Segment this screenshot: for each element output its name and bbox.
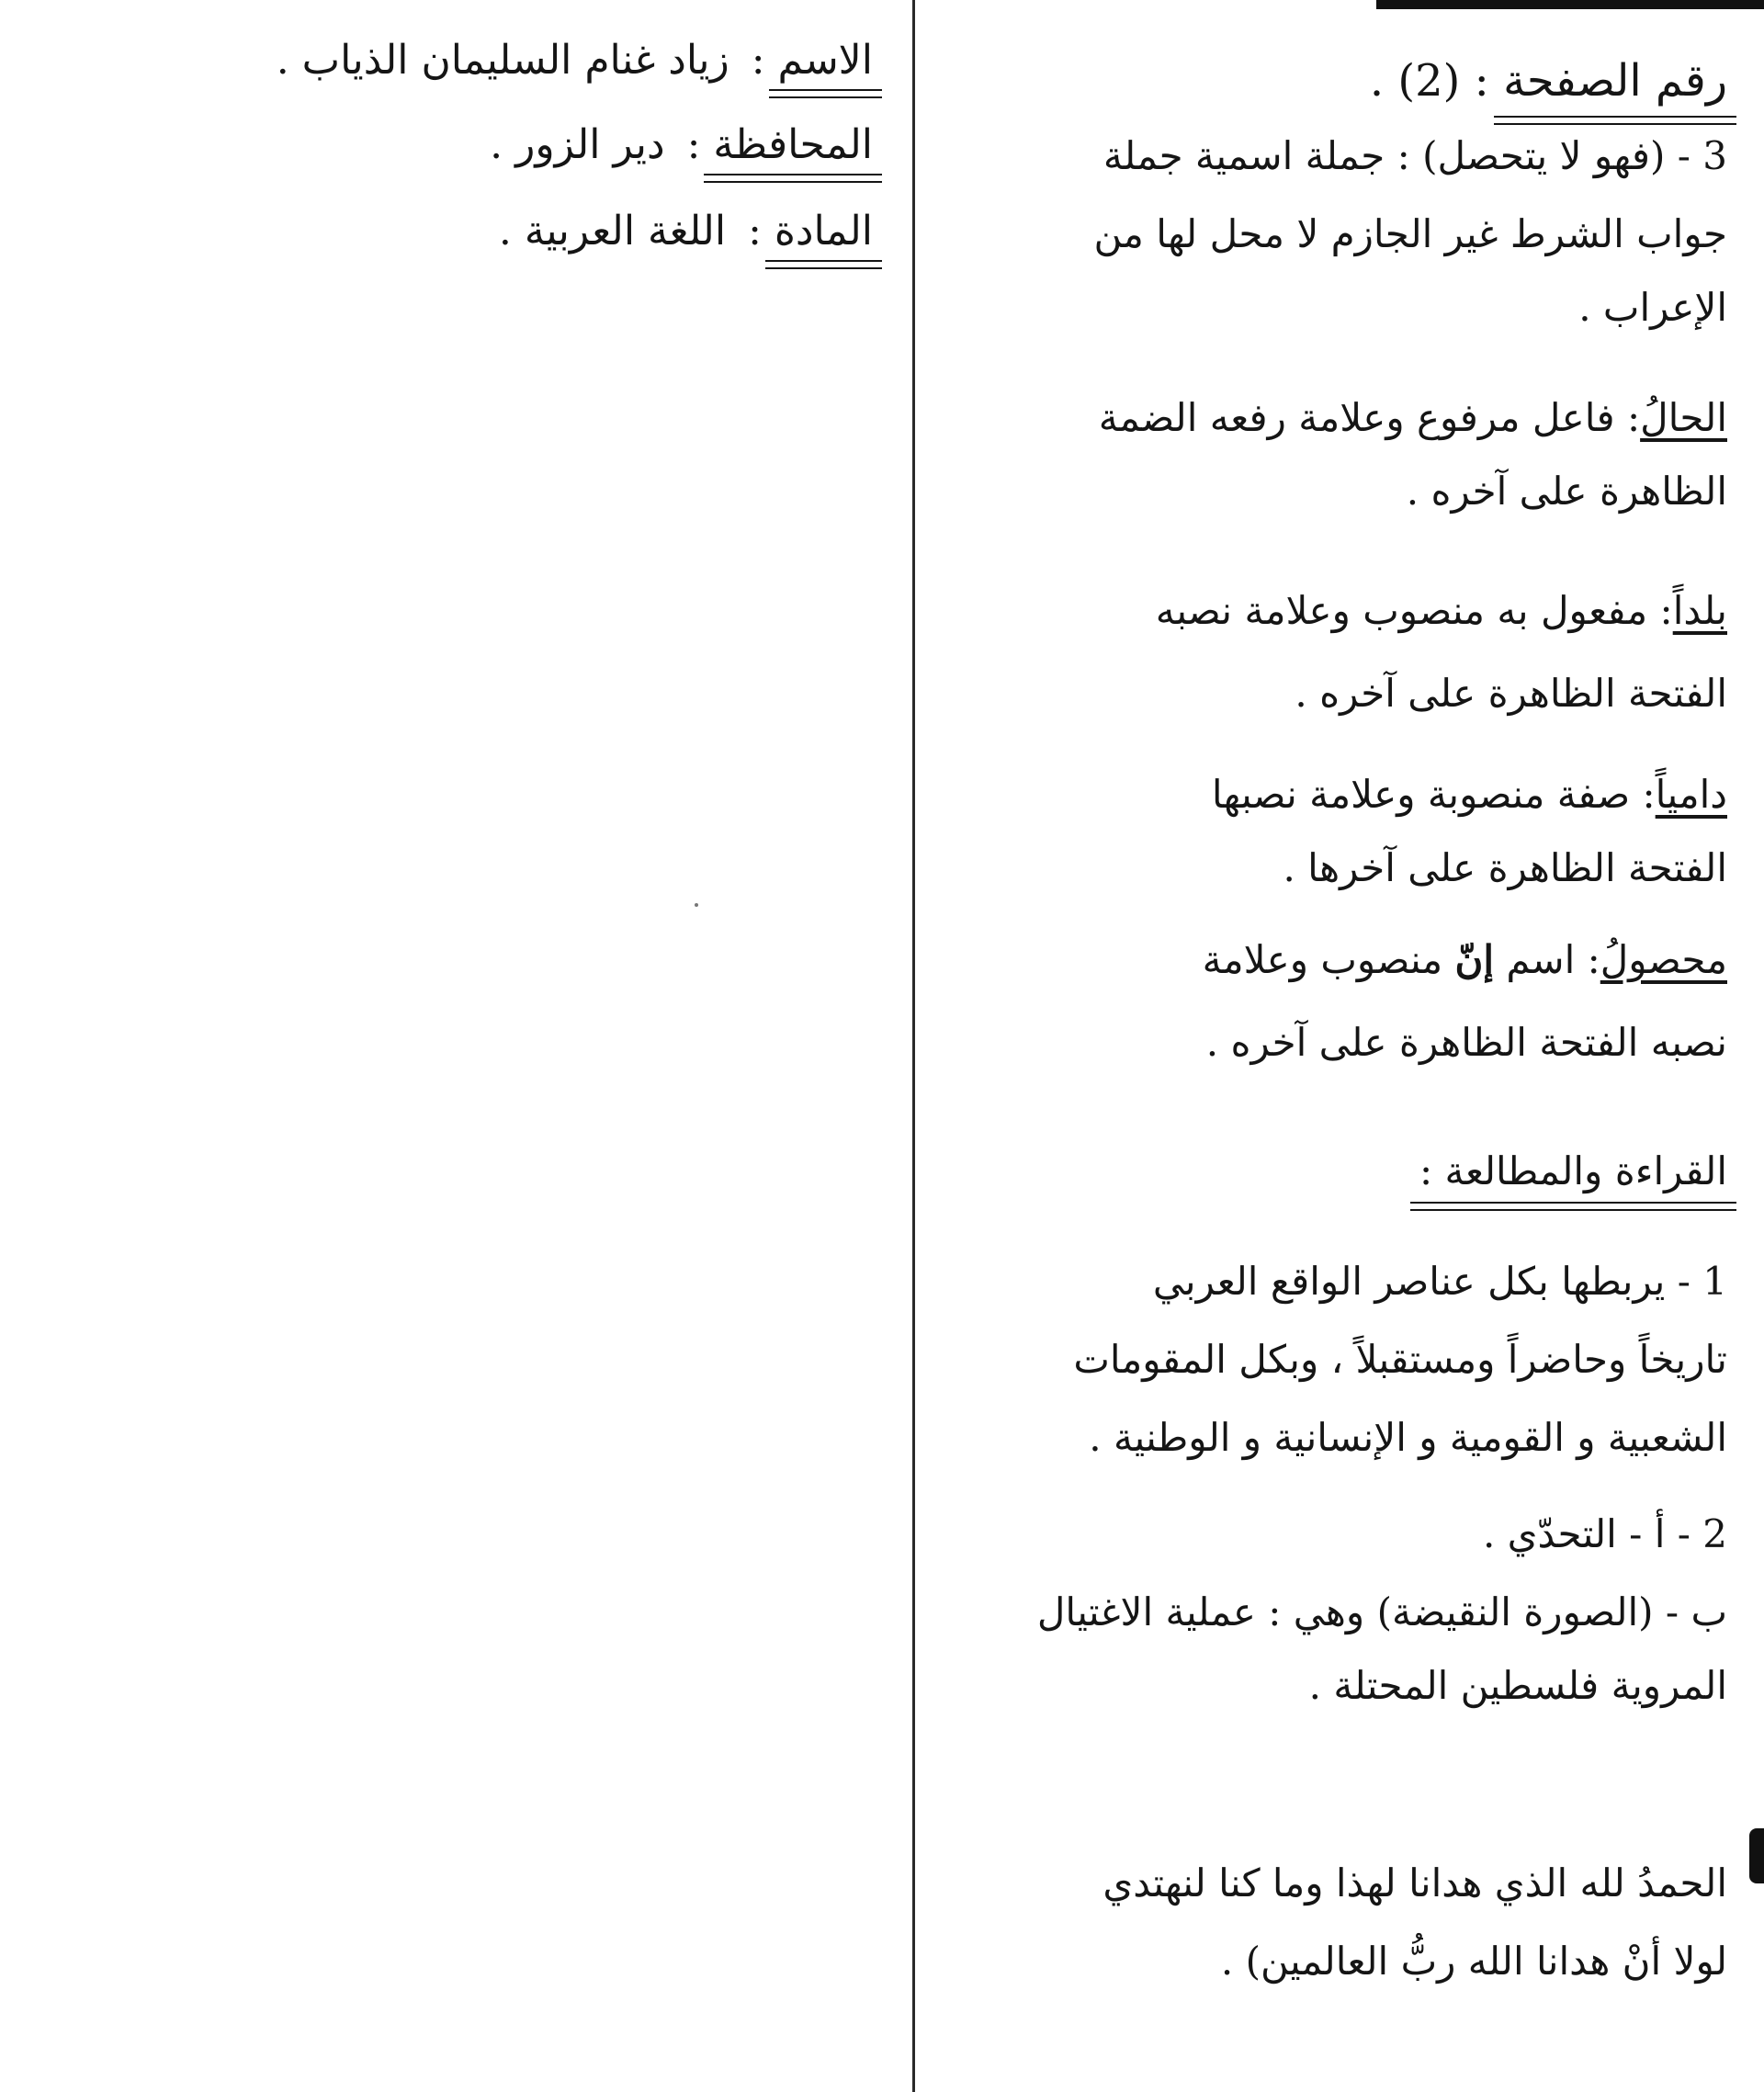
badalan-line2: الفتحة الظاهرة على آخره . xyxy=(1295,671,1727,716)
subject-value: اللغة العربية . xyxy=(498,208,727,254)
name-line: الاسم : زياد غنام السليمان الذياب . xyxy=(276,37,873,84)
reading-q2b-line2: المروية فلسطين المحتلة . xyxy=(1308,1663,1727,1708)
bracket-mark xyxy=(1749,1828,1764,1883)
governorate-line: المحافظة : دير الزور . xyxy=(490,121,873,168)
q3-line3: الإعراب . xyxy=(1578,285,1727,330)
damiyan-term: دامياً xyxy=(1655,772,1727,817)
haal-term: الحالُ xyxy=(1640,395,1727,440)
subject-line: المادة : اللغة العربية . xyxy=(498,208,873,254)
scan-edge-strip xyxy=(1376,0,1764,9)
reading-q1-line1: 1 - يربطها بكل عناصر الواقع العربي xyxy=(1152,1259,1727,1304)
governorate-value: دير الزور . xyxy=(490,121,665,168)
mahsoul-term: محصولُ xyxy=(1600,937,1727,982)
q3-line2: جواب الشرط غير الجازم لا محل لها من xyxy=(1093,211,1727,256)
mahsoul-line2: نصبه الفتحة الظاهرة على آخره . xyxy=(1205,1020,1727,1065)
badalan-line1: بلداً: مفعول به منصوب وعلامة نصبه xyxy=(1155,588,1727,633)
badalan-term: بلداً xyxy=(1672,588,1727,633)
reading-q2b-line1: ب - (الصورة النقيضة) وهي : عملية الاغتيال xyxy=(1036,1589,1727,1634)
name-label: الاسم xyxy=(777,37,873,84)
reading-q1-line2: تاريخاً وحاضراً ومستقبلاً ، وبكل المقومات xyxy=(1073,1337,1727,1382)
reading-q1-line3: الشعبية و القومية و الإنسانية و الوطنية . xyxy=(1089,1415,1727,1460)
damiyan-line2: الفتحة الظاهرة على آخرها . xyxy=(1283,845,1727,890)
haal-line1: الحالُ: فاعل مرفوع وعلامة رفعه الضمة xyxy=(1098,395,1727,440)
inna-word: إنّ xyxy=(1454,937,1495,982)
mahsoul-line1: محصولُ: اسم إنّ منصوب وعلامة xyxy=(1202,937,1727,982)
subject-label: المادة xyxy=(774,208,873,254)
closing-line2: لولا أنْ هدانا الله ربُّ العالمين) . xyxy=(1220,1939,1727,1984)
closing-line1: الحمدُ لله الذي هدانا لهذا وما كنا لنهتدي xyxy=(1102,1860,1727,1905)
name-value: زياد غنام السليمان الذياب . xyxy=(276,37,729,84)
page-label: رقم الصفحة xyxy=(1503,55,1727,107)
reading-heading: القراءة والمطالعة : xyxy=(1419,1148,1727,1193)
page-number-line: رقم الصفحة : (2) . xyxy=(1369,55,1727,107)
governorate-label: المحافظة xyxy=(713,121,873,168)
damiyan-line1: دامياً: صفة منصوبة وعلامة نصبها xyxy=(1211,772,1727,817)
q3-line1: 3 - (فهو لا يتحصل) : جملة اسمية جملة xyxy=(1102,133,1727,178)
haal-line2: الظاهرة على آخره . xyxy=(1406,469,1727,514)
ink-speck xyxy=(695,903,698,907)
page-value: (2) . xyxy=(1369,55,1461,107)
reading-q2a: 2 - أ - التحدّي . xyxy=(1482,1511,1727,1556)
column-divider xyxy=(912,0,915,2092)
